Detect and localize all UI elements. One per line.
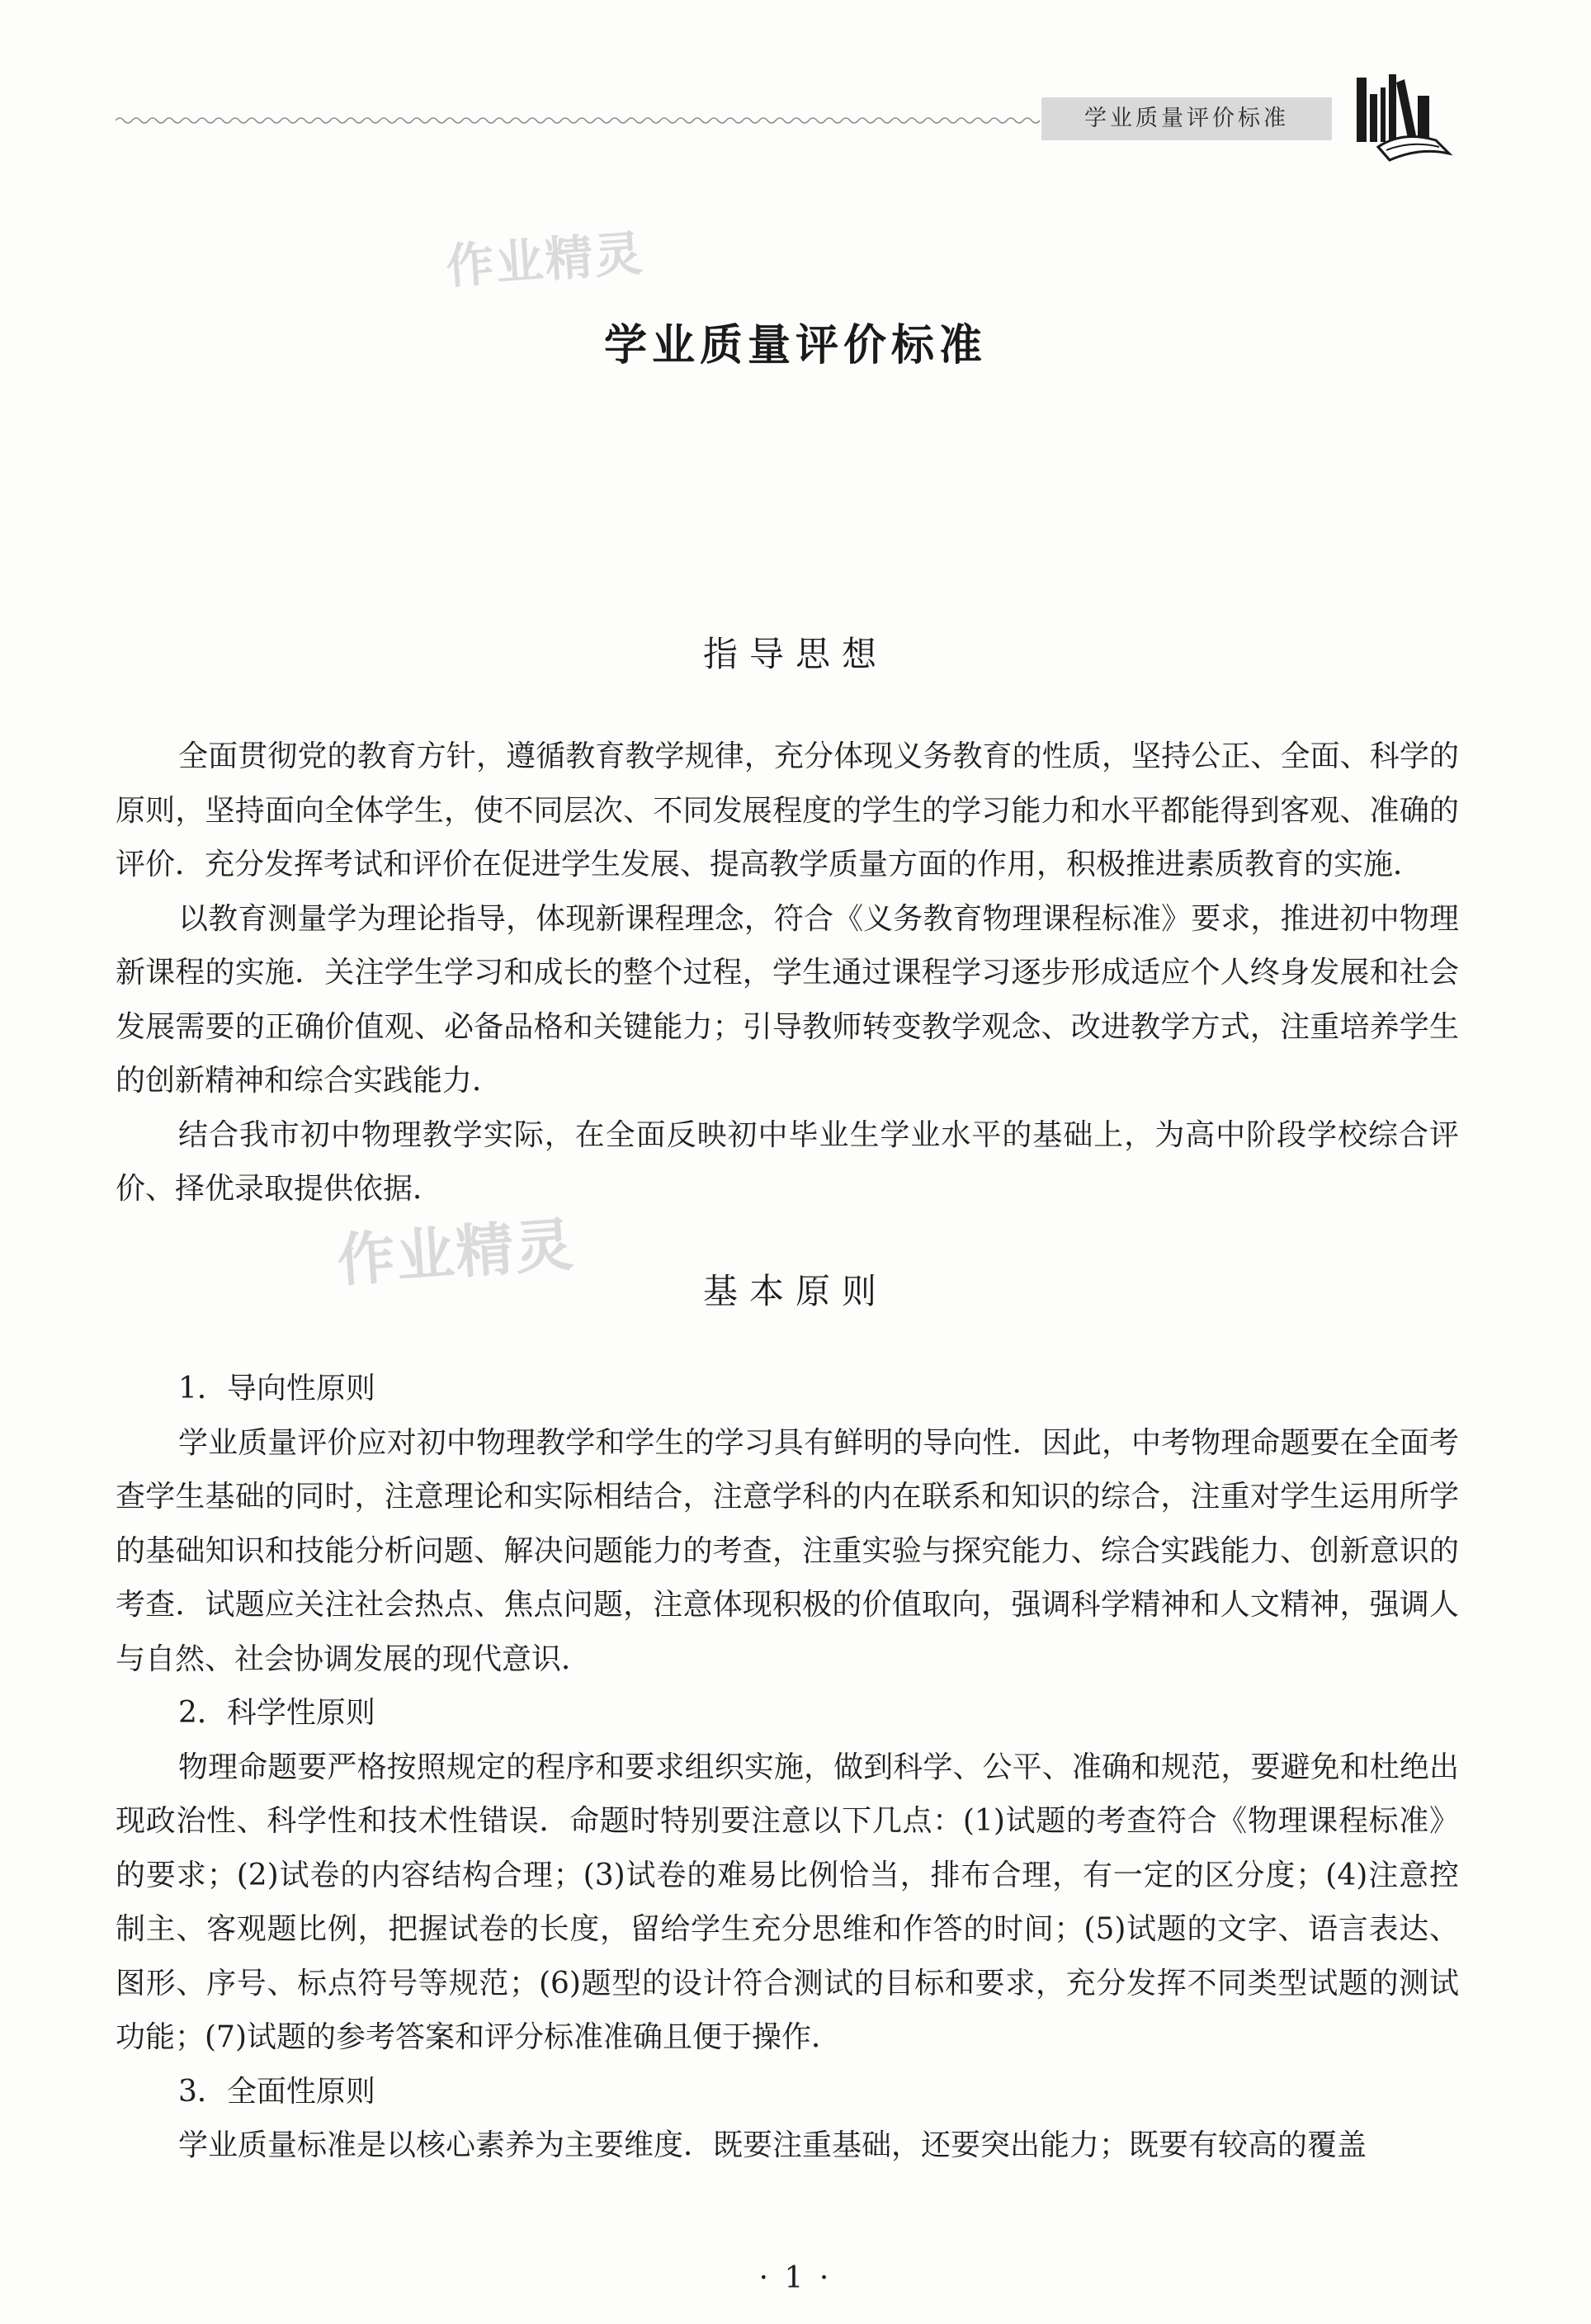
- section-body-guiding-ideology: [116, 730, 1459, 1216]
- watermark-middle: 作业精灵: [334, 1211, 577, 1295]
- section-heading-basic-principles: 基本原则: [702, 1271, 888, 1311]
- paragraph: 学业质量评价应对初中物理教学和学生的学习具有鲜明的导向性．因此，中考物理命题要在全面考查学生基础的同时，注意理论和实际相结合，注意学科的内在联系和知识的综合，注重对学生运用所学的基础知识和技能分析问题、解决问题能力的考查，注重实验与探究能力、综合实践能力、创新意识的考查．试题应关注社会热点、焦点问题，注意体现积极的价值取向，强调科学精神和人文精神，强调人与自然、社会协调发展的现代意识．: [116, 1425, 1459, 1676]
- paragraph: 物理命题要严格按照规定的程序和要求组织实施，做到科学、公平、准确和规范，要避免和杜绝出现政治性、科学性和技术性错误．命题时特别要注意以下几点：(1)试题的考查符合《物理课程标准》的要求；(2)试卷的内容结构合理；(3)试卷的难易比例恰当，排布合理，有一定的区分度；(4)注意控制主、客观题比例，把握试卷的长度，留给学生充分思维和作答的时间；(5)试题的文字、语言表达、图形、序号、标点符号等规范；(6)题型的设计符合测试的目标和要求，充分发挥不同类型试题的测试功能；(7)试题的参考答案和评分标准准确且便于操作．: [116, 1750, 1459, 2054]
- section-heading-guiding-ideology: 指导思想: [702, 634, 888, 674]
- paragraph: 以教育测量学为理论指导，体现新课程理念，符合《义务教育物理课程标准》要求，推进初中物理新课程的实施．关注学生学习和成长的整个过程，学生通过课程学习逐步形成适应个人终身发展和社会发展需要的正确价值观、必备品格和关键能力；引导教师转变教学观念、改进教学方式，注重培养学生的创新精神和综合实践能力．: [116, 901, 1459, 1098]
- running-header-title: 学业质量评价标准: [1041, 97, 1332, 140]
- page-title: 学业质量评价标准: [603, 321, 987, 371]
- paragraph: 学业质量标准是以核心素养为主要维度．既要注重基础，还要突出能力；既要有较高的覆盖: [178, 2128, 1367, 2162]
- books-icon: [1353, 71, 1452, 163]
- watermark-top: 作业精灵: [444, 224, 646, 295]
- page-number: · 1 ·: [758, 2261, 833, 2295]
- principle-subhead: 2．科学性原则: [178, 1696, 375, 1730]
- principle-subhead: 3．全面性原则: [178, 2074, 375, 2109]
- paragraph: 结合我市初中物理教学实际，在全面反映初中毕业生学业水平的基础上，为高中阶段学校综合评价、择优录取提供依据．: [116, 1117, 1459, 1206]
- header-wavy-rule: [116, 116, 1040, 125]
- paragraph: 全面贯彻党的教育方针，遵循教育教学规律，充分体现义务教育的性质，坚持公正、全面、科学的原则，坚持面向全体学生，使不同层次、不同发展程度的学生的学习能力和水平都能得到客观、准确的评价．充分发挥考试和评价在促进学生发展、提高教学质量方面的作用，积极推进素质教育的实施．: [116, 739, 1459, 881]
- section-body-basic-principles: [116, 1362, 1459, 2173]
- principle-subhead: 1．导向性原则: [178, 1372, 375, 1405]
